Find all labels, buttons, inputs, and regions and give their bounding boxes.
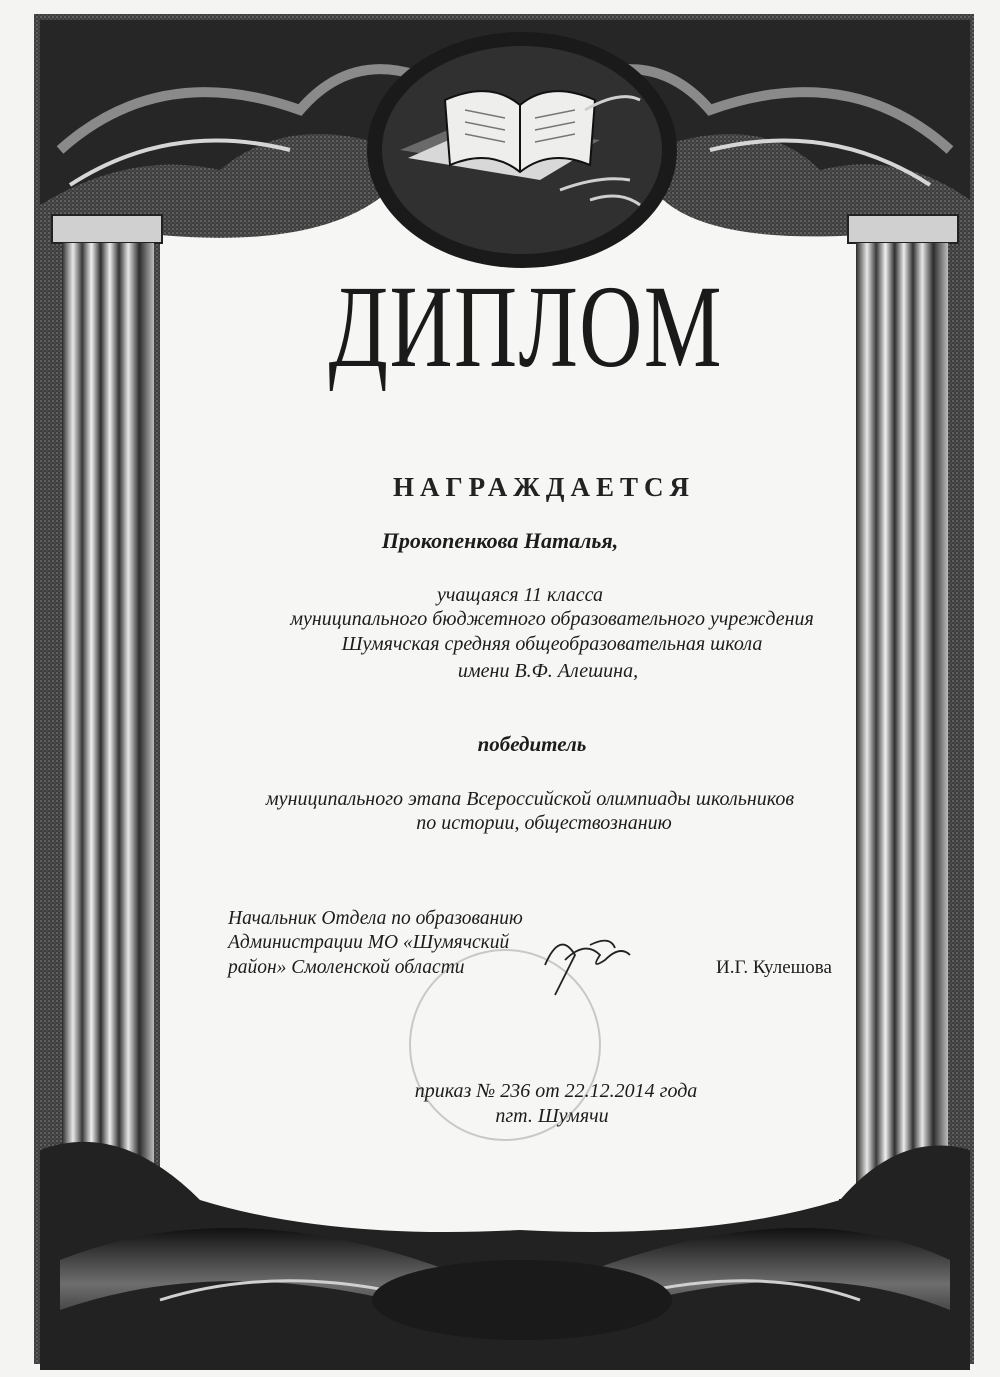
award-status: победитель — [477, 732, 587, 756]
signatory-name: И.Г. Кулешова — [716, 957, 832, 978]
signatory-position-line-3: район» Смоленской области — [228, 957, 465, 978]
event-line-2: по истории, обществознанию — [416, 812, 672, 834]
affiliation-line-3: Шумячская средняя общеобразовательная школа — [341, 633, 763, 655]
diploma-title: ДИПЛОМ — [328, 261, 723, 392]
affiliation-line-4: имени В.Ф. Алешина, — [457, 660, 639, 682]
order-reference: приказ № 236 от 22.12.2014 года — [414, 1080, 698, 1102]
event-line-1: муниципального этапа Всероссийской олимпиады школьников — [265, 788, 795, 810]
issue-place: пгт. Шумячи — [495, 1105, 609, 1127]
signatory-position-line-1: Начальник Отдела по образованию — [228, 908, 523, 929]
signatory-position-line-2: Администрации МО «Шумячский — [228, 932, 510, 953]
awarded-heading: НАГРАЖДАЕТСЯ — [392, 472, 695, 502]
affiliation-line-1: учащаяся 11 класса — [437, 584, 603, 606]
affiliation-line-2: муниципального бюджетного образовательного учреждения — [290, 608, 814, 630]
recipient-name: Прокопенкова Наталья, — [381, 528, 619, 553]
